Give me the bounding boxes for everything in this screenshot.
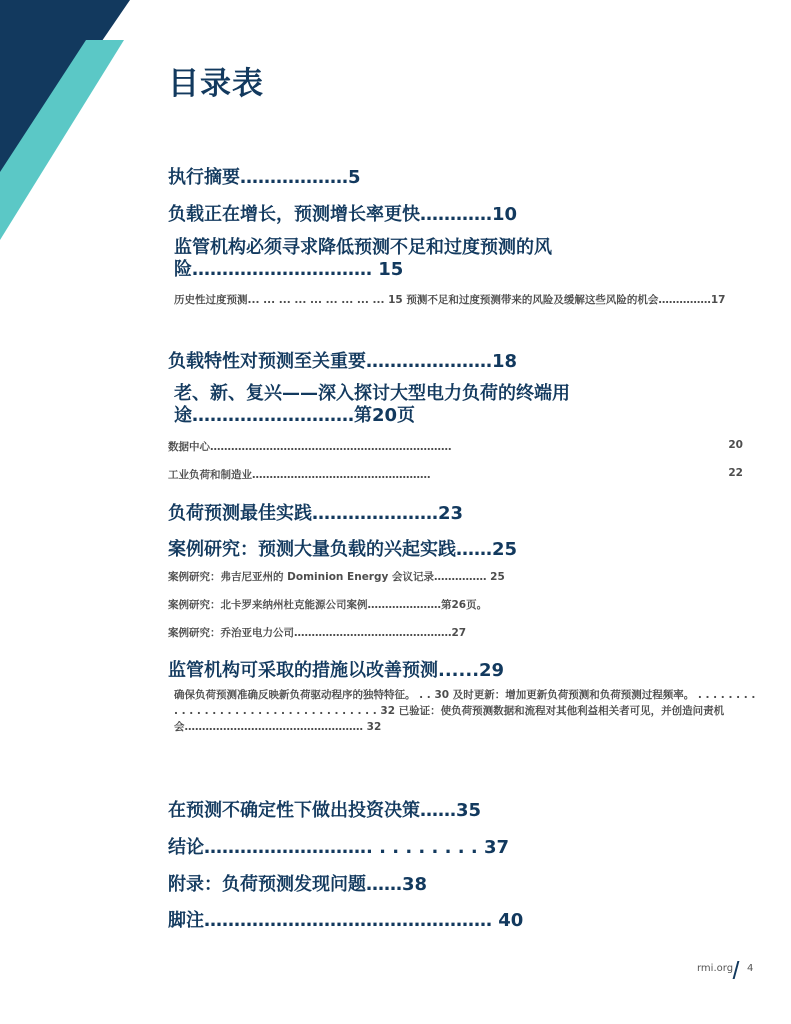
toc-entry-executive-summary[interactable]: 执行摘要………………5 xyxy=(168,167,361,188)
toc-subentry-dominion[interactable]: 案例研究：弗吉尼亚州的 Dominion Energy 会议记录…………… 25 xyxy=(168,571,505,583)
toc-entry-footnotes[interactable]: 脚注………………………………………… 40 xyxy=(168,910,524,931)
toc-subentry-label: 数据中心…………………………………………………………… xyxy=(168,441,452,453)
toc-entry-load-growing[interactable]: 负载正在增长，预测增长率更快…………10 xyxy=(168,204,518,225)
toc-subentry-overforecasting[interactable]: 历史性过度预测... ... ... ... ... ... ... ... ... 15 预测不足和过度预测带来的风险及缓解这些风险的机会……………17 xyxy=(174,294,726,306)
toc-subentry-page: 22 xyxy=(728,467,743,479)
toc-entry-case-studies[interactable]: 案例研究：预测大量负载的兴起实践……25 xyxy=(168,539,518,560)
footer-divider xyxy=(733,961,740,979)
toc-entry-investment-decisions[interactable]: 在预测不确定性下做出投资决策……35 xyxy=(168,800,482,821)
toc-subentry-georgia-power[interactable]: 案例研究：乔治亚电力公司………………………………………27 xyxy=(168,627,467,639)
toc-entry-regulators-risk[interactable]: 监管机构必须寻求降低预测不足和过度预测的风险………………………… 15 xyxy=(174,237,552,280)
corner-decoration xyxy=(0,0,140,250)
footer-site[interactable]: rmi.org xyxy=(697,963,734,974)
toc-entry-regulator-actions[interactable]: 监管机构可采取的措施以改善预测......29 xyxy=(168,660,505,681)
toc-subentry-duke[interactable]: 案例研究：北卡罗来纳州杜克能源公司案例…………………第26页。 xyxy=(168,599,488,611)
toc-subentry-label: 工业负荷和制造业…………………………………………… xyxy=(168,469,431,481)
toc-entry-appendix[interactable]: 附录：负荷预测发现问题……38 xyxy=(168,874,428,895)
toc-subentry-industrial[interactable] xyxy=(168,467,743,482)
toc-subentry-data-centers[interactable] xyxy=(168,439,743,454)
toc-entry-conclusion[interactable]: 结论………………………. . . . . . . . . 37 xyxy=(168,837,509,858)
toc-entry-load-characteristics[interactable]: 负载特性对预测至关重要…………………18 xyxy=(168,351,518,372)
page-title: 目录表 xyxy=(168,66,264,102)
toc-entry-end-uses[interactable]: 老、新、复兴——深入探讨大型电力负荷的终端用途………………………第20页 xyxy=(174,383,570,426)
footer-page-number: 4 xyxy=(747,963,754,974)
toc-entry-best-practices[interactable]: 负荷预测最佳实践…………………23 xyxy=(168,503,464,524)
toc-subentry-page: 20 xyxy=(728,439,743,451)
toc-subentry-regulator-actions[interactable]: 确保负荷预测准确反映新负荷驱动程序的独特特征。 . . 30 及时更新：增加更新负荷预测和负荷预测过程频率。 . . . . . . . . . . . . . . . . . . . . . . . . . . . . . . . . . . . 32 已验证：使负荷预测数据和流程对其他利益相关者可见，并创造问责机会…………………………………………… 32 xyxy=(174,689,756,733)
